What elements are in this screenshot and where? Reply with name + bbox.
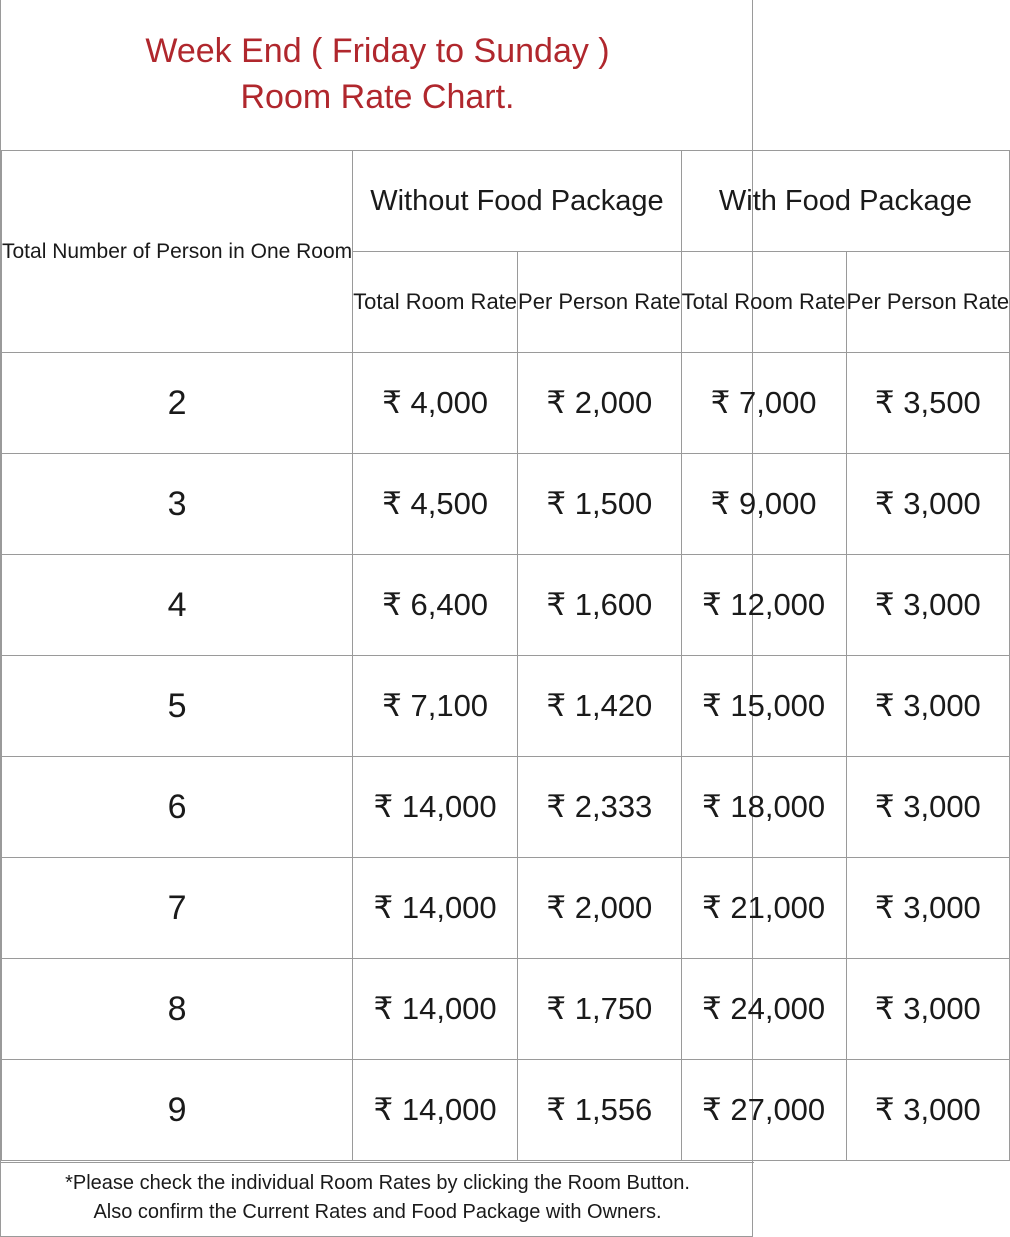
with-food-total-cell: ₹ 24,000 <box>681 959 846 1060</box>
with-food-per-person-cell: ₹ 3,000 <box>846 454 1010 555</box>
without-food-per-person-cell: ₹ 2,333 <box>518 757 682 858</box>
table-row <box>2 454 1010 555</box>
title-line-2: Room Rate Chart. <box>240 78 515 116</box>
without-food-per-person-cell: ₹ 2,000 <box>518 858 682 959</box>
without-food-per-person-cell: ₹ 1,500 <box>518 454 682 555</box>
without-food-total-cell: ₹ 14,000 <box>353 1060 518 1161</box>
with-food-per-person-cell: ₹ 3,000 <box>846 757 1010 858</box>
with-food-total-cell: ₹ 15,000 <box>681 656 846 757</box>
with-food-total-cell: ₹ 27,000 <box>681 1060 846 1161</box>
with-food-per-person-cell: ₹ 3,000 <box>846 959 1010 1060</box>
persons-cell: 9 <box>2 1060 353 1161</box>
table-row <box>2 353 1010 454</box>
without-food-per-person-cell: ₹ 1,420 <box>518 656 682 757</box>
table-row <box>2 656 1010 757</box>
without-food-total-cell: ₹ 6,400 <box>353 555 518 656</box>
with-food-per-person-cell: ₹ 3,000 <box>846 555 1010 656</box>
persons-cell: 4 <box>2 555 353 656</box>
without-food-per-person-header: Per Person Rate <box>518 252 682 353</box>
without-food-total-cell: ₹ 7,100 <box>353 656 518 757</box>
persons-cell: 7 <box>2 858 353 959</box>
table-row <box>2 959 1010 1060</box>
without-food-per-person-cell: ₹ 1,600 <box>518 555 682 656</box>
with-food-per-person-cell: ₹ 3,000 <box>846 858 1010 959</box>
with-food-per-person-cell: ₹ 3,000 <box>846 656 1010 757</box>
persons-cell: 5 <box>2 656 353 757</box>
without-food-per-person-cell: ₹ 1,556 <box>518 1060 682 1161</box>
with-food-total-cell: ₹ 12,000 <box>681 555 846 656</box>
without-food-total-header: Total Room Rate <box>353 252 518 353</box>
without-food-per-person-cell: ₹ 2,000 <box>518 353 682 454</box>
footnote <box>1 1162 754 1237</box>
with-food-per-person-cell: ₹ 3,500 <box>846 353 1010 454</box>
with-food-total-cell: ₹ 21,000 <box>681 858 846 959</box>
with-food-total-cell: ₹ 7,000 <box>681 353 846 454</box>
table-row <box>2 858 1010 959</box>
page-title <box>1 28 754 120</box>
without-food-per-person-cell: ₹ 1,750 <box>518 959 682 1060</box>
table-row <box>2 555 1010 656</box>
persons-cell: 3 <box>2 454 353 555</box>
table-row <box>2 757 1010 858</box>
room-rate-table <box>1 150 1010 1161</box>
with-food-total-cell: ₹ 18,000 <box>681 757 846 858</box>
persons-column-header: Total Number of Person in One Room <box>2 151 353 353</box>
without-food-total-cell: ₹ 14,000 <box>353 959 518 1060</box>
persons-cell: 8 <box>2 959 353 1060</box>
persons-cell: 6 <box>2 757 353 858</box>
footnote-line-1: *Please check the individual Room Rates by clicking the Room Button. <box>65 1172 690 1194</box>
persons-cell: 2 <box>2 353 353 454</box>
with-food-header: With Food Package <box>681 151 1010 252</box>
with-food-total-header: Total Room Rate <box>681 252 846 353</box>
table-row <box>2 1060 1010 1161</box>
without-food-total-cell: ₹ 4,000 <box>353 353 518 454</box>
without-food-total-cell: ₹ 4,500 <box>353 454 518 555</box>
with-food-total-cell: ₹ 9,000 <box>681 454 846 555</box>
without-food-total-cell: ₹ 14,000 <box>353 858 518 959</box>
without-food-header: Without Food Package <box>353 151 682 252</box>
with-food-per-person-cell: ₹ 3,000 <box>846 1060 1010 1161</box>
footnote-line-2: Also confirm the Current Rates and Food Package with Owners. <box>93 1201 662 1223</box>
without-food-total-cell: ₹ 14,000 <box>353 757 518 858</box>
title-line-1: Week End ( Friday to Sunday ) <box>145 32 610 70</box>
with-food-per-person-header: Per Person Rate <box>846 252 1010 353</box>
